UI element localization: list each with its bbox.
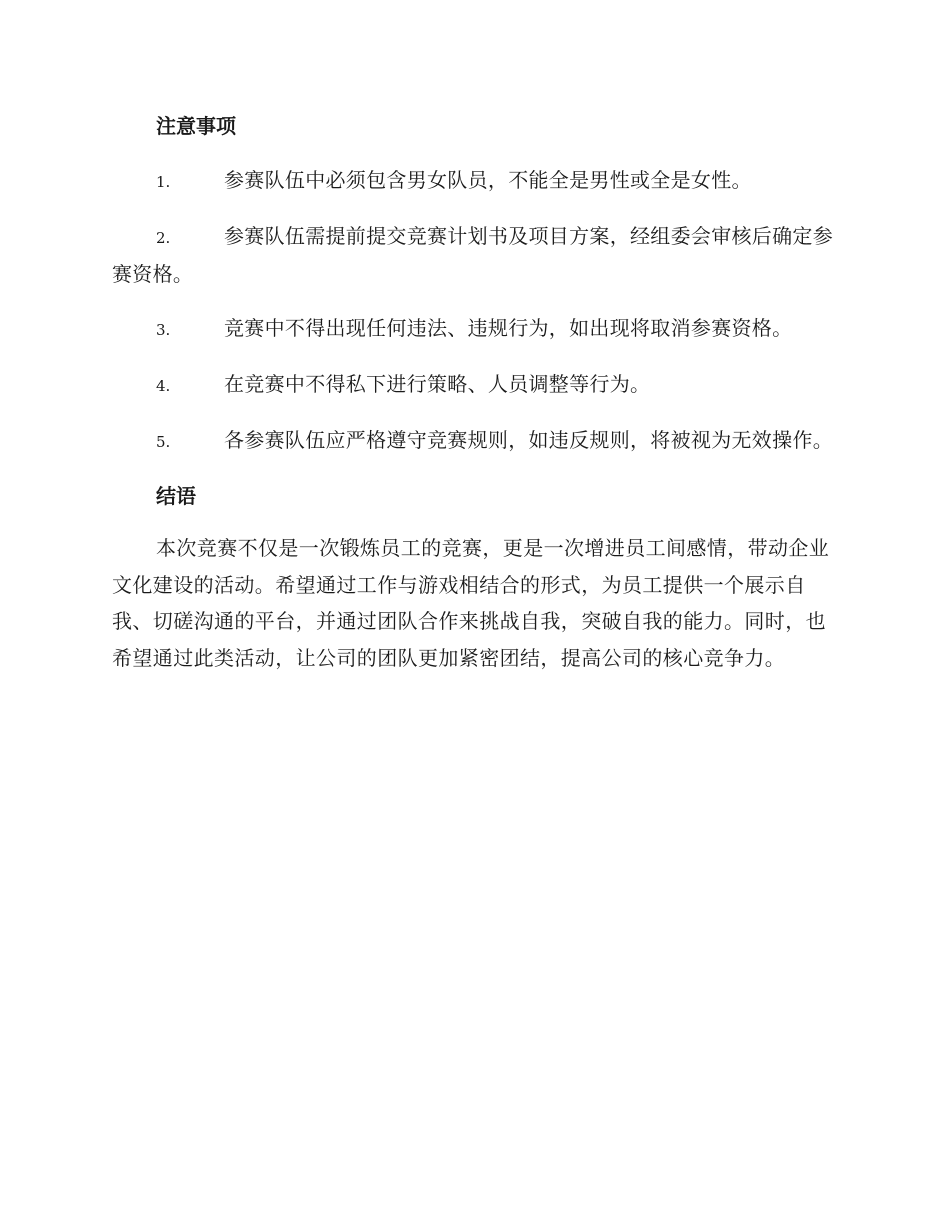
notes-list-item-5 — [112, 422, 834, 460]
notes-list-item-3 — [112, 310, 834, 348]
list-item-number: 4. — [156, 377, 171, 395]
notes-list-item-2 — [112, 218, 834, 292]
list-item-number: 2. — [156, 229, 171, 247]
notes-heading: 注意事项 — [156, 114, 236, 138]
list-item-number: 3. — [156, 321, 171, 339]
list-item-text: 在竞赛中不得私下进行策略、人员调整等行为。 — [224, 372, 651, 396]
document-page — [112, 108, 834, 676]
notes-list-item-1 — [112, 162, 834, 200]
notes-list-item-4 — [112, 366, 834, 404]
list-item-number: 1. — [156, 173, 171, 191]
list-item-text: 参赛队伍中必须包含男女队员，不能全是男性或全是女性。 — [224, 168, 752, 192]
notes-list — [112, 162, 834, 460]
conclusion-heading: 结语 — [156, 484, 196, 508]
list-item-number: 5. — [156, 433, 171, 451]
list-item-text: 参赛队伍需提前提交竞赛计划书及项目方案，经组委会审核后确定参赛资格。 — [112, 224, 833, 286]
list-item-text: 竞赛中不得出现任何违法、违规行为，如出现将取消参赛资格。 — [224, 316, 793, 340]
list-item-text: 各参赛队伍应严格遵守竞赛规则，如违反规则，将被视为无效操作。 — [224, 428, 833, 452]
conclusion-paragraph: 本次竞赛不仅是一次锻炼员工的竞赛，更是一次增进员工间感情，带动企业文化建设的活动。希望通过工作与游戏相结合的形式，为员工提供一个展示自我、切磋沟通的平台，并通过团队合作来挑战自我，突破自我的能力。同时，也希望通过此类活动，让公司的团队更加紧密团结，提高公司的核心竞争力。 — [112, 536, 830, 670]
